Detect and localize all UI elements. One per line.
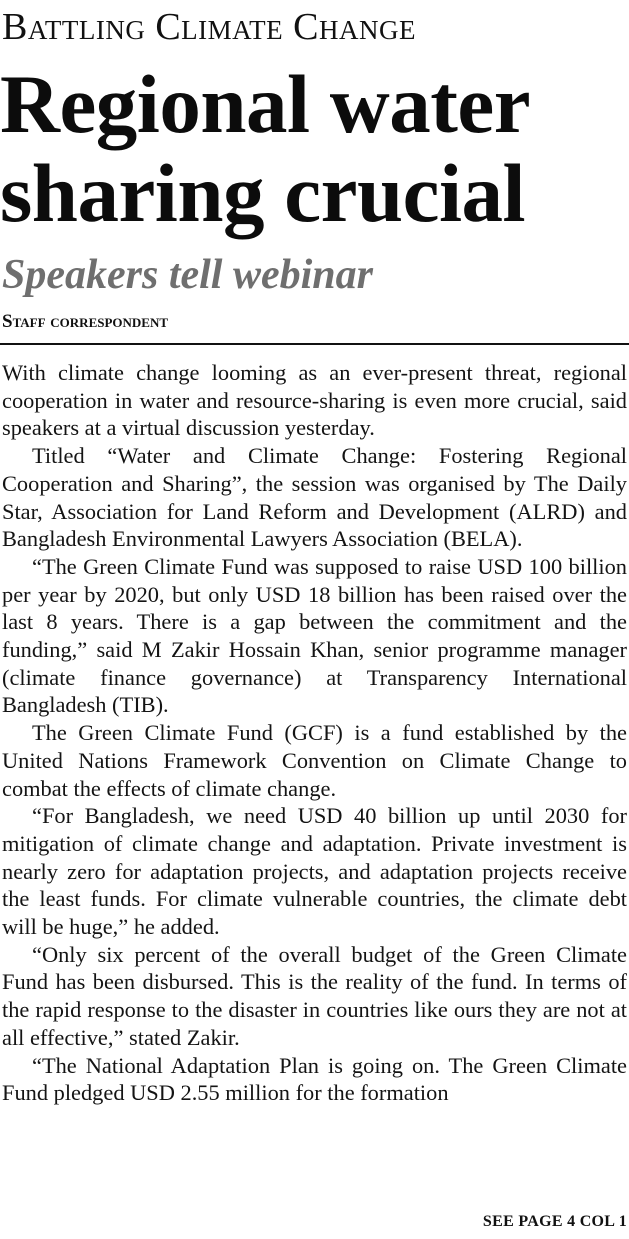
section-kicker: Battling Climate Change <box>2 6 416 48</box>
article-body <box>2 359 627 1107</box>
body-paragraph-2: Titled “Water and Climate Change: Fostering Regional Cooperation and Sharing”, the session was organised by The Daily Star, Association for Land Reform and Development (ALRD) and Bangladesh Environmental Lawyers Association (BELA). <box>2 443 627 552</box>
body-paragraph-5: “For Bangladesh, we need USD 40 billion up until 2030 for mitigation of climate change and adaptation. Private investment is nearly zero for adaptation projects, and adaptation projects receive the least funds. For climate vulnerable countries, the climate debt will be huge,” he added. <box>2 803 627 940</box>
body-paragraph-4: The Green Climate Fund (GCF) is a fund established by the United Nations Framework Convention on Climate Change to combat the effects of climate change. <box>2 720 627 801</box>
body-paragraph-1: With climate change looming as an ever-present threat, regional cooperation in water and resource-sharing is even more crucial, said speakers at a virtual discussion yesterday. <box>2 360 627 441</box>
headline-line-2: sharing crucial <box>0 147 526 239</box>
body-paragraph-7: “The National Adaptation Plan is going on. The Green Climate Fund pledged USD 2.55 million for the formation <box>2 1052 627 1106</box>
headline-line-1: Regional water <box>0 58 531 150</box>
divider-rule <box>0 343 629 345</box>
body-paragraph-3: “The Green Climate Fund was supposed to raise USD 100 billion per year by 2020, but only USD 18 billion has been raised over the last 8 years. There is a gap between the commitment and the funding,” said M Zakir Hossain Khan, senior programme manager (climate finance governance) at Transparency International Bangladesh (TIB). <box>2 553 627 718</box>
byline: Staff correspondent <box>2 311 169 332</box>
subheadline: Speakers tell webinar <box>2 252 374 298</box>
continued-on-page-link[interactable]: SEE PAGE 4 COL 1 <box>482 1213 627 1230</box>
headline <box>0 60 629 238</box>
body-paragraph-6: “Only six percent of the overall budget of the Green Climate Fund has been disbursed. This is the reality of the fund. In terms of the rapid response to the disaster in countries like ours they are not at all effective,” stated Zakir. <box>2 941 627 1050</box>
